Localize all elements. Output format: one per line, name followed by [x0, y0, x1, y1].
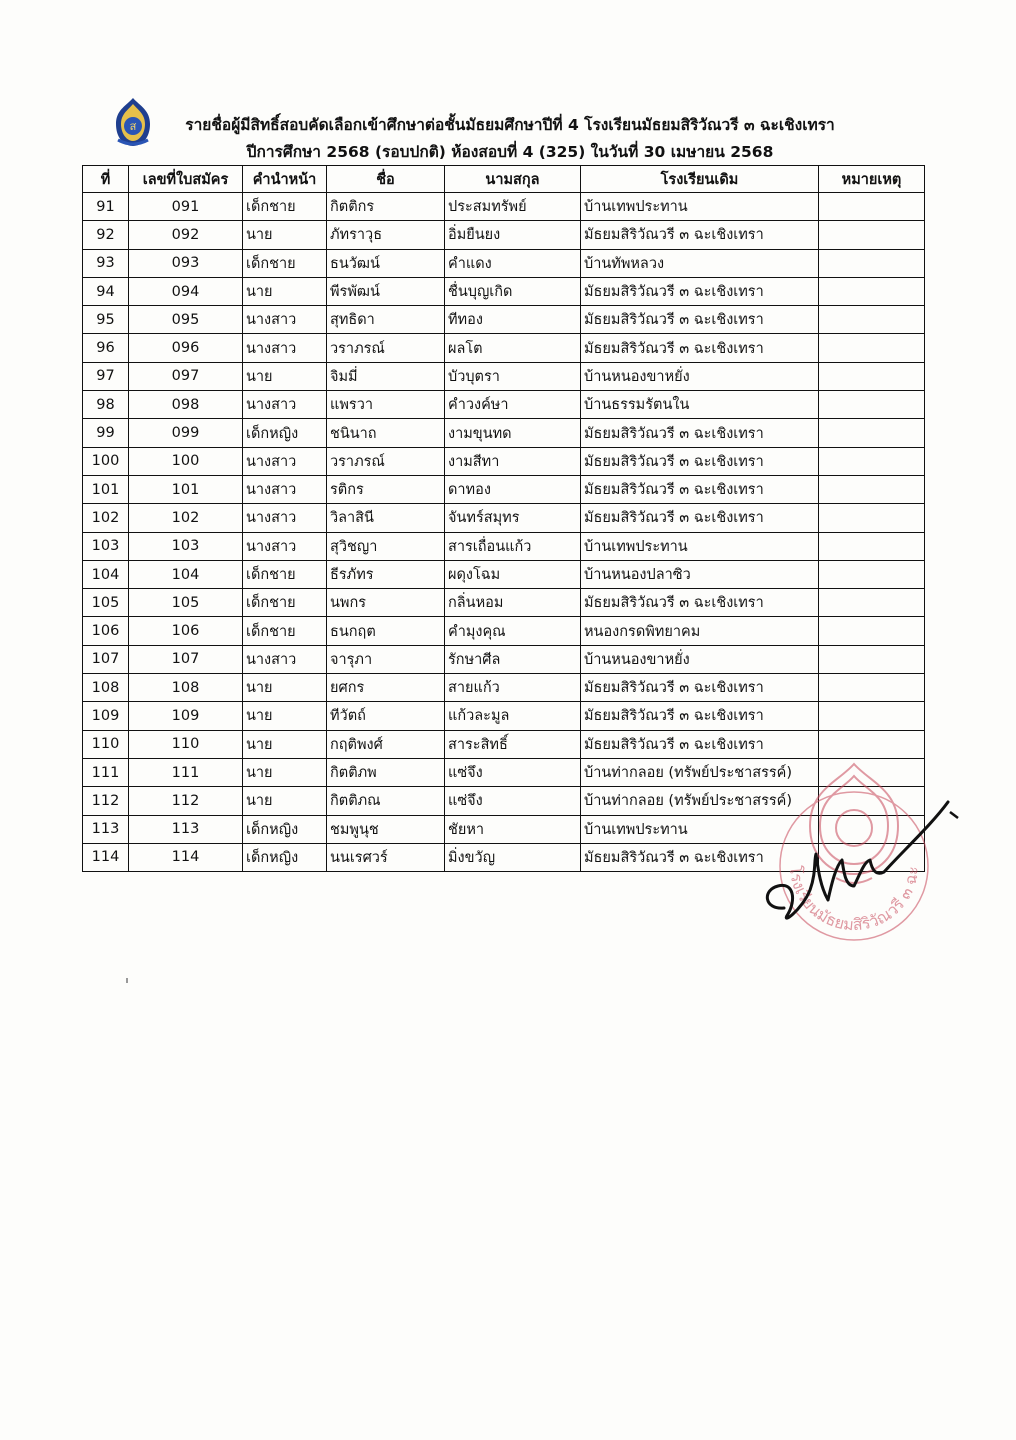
cell-remarks [819, 306, 925, 334]
table-row [83, 532, 925, 560]
cell-last-name: ชื่นบุญเกิด [445, 277, 581, 305]
cell-previous-school: บ้านหนองขาหยั่ง [581, 362, 819, 390]
cell-prefix: นางสาว [243, 334, 327, 362]
cell-application-no: 098 [129, 391, 243, 419]
cell-first-name: ชมพูนุช [327, 815, 445, 843]
cell-prefix: เด็กหญิง [243, 419, 327, 447]
cell-application-no: 106 [129, 617, 243, 645]
cell-no: 105 [83, 589, 129, 617]
cell-prefix: นาย [243, 221, 327, 249]
cell-no: 111 [83, 758, 129, 786]
col-header-first-name: ชื่อ [327, 166, 445, 193]
cell-no: 93 [83, 249, 129, 277]
cell-last-name: ผลโต [445, 334, 581, 362]
cell-prefix: นาย [243, 674, 327, 702]
cell-last-name: ผดุงโฉม [445, 560, 581, 588]
cell-last-name: คำแดง [445, 249, 581, 277]
cell-remarks [819, 447, 925, 475]
cell-no: 92 [83, 221, 129, 249]
table-row [83, 221, 925, 249]
cell-application-no: 112 [129, 787, 243, 815]
cell-no: 106 [83, 617, 129, 645]
cell-application-no: 105 [129, 589, 243, 617]
cell-previous-school: มัธยมสิริวัณวรี ๓ ฉะเชิงเทรา [581, 730, 819, 758]
cell-remarks [819, 362, 925, 390]
cell-previous-school: บ้านเทพประทาน [581, 815, 819, 843]
table-row [83, 617, 925, 645]
table-row [83, 193, 925, 221]
table-row [83, 730, 925, 758]
cell-previous-school: บ้านเทพประทาน [581, 532, 819, 560]
cell-last-name: ทีทอง [445, 306, 581, 334]
cell-prefix: นางสาว [243, 447, 327, 475]
cell-application-no: 096 [129, 334, 243, 362]
cell-first-name: นนเรศวร์ [327, 843, 445, 871]
table-row [83, 645, 925, 673]
cell-prefix: นาย [243, 702, 327, 730]
cell-remarks [819, 560, 925, 588]
cell-previous-school: มัธยมสิริวัณวรี ๓ ฉะเชิงเทรา [581, 475, 819, 503]
cell-previous-school: มัธยมสิริวัณวรี ๓ ฉะเชิงเทรา [581, 843, 819, 871]
cell-no: 99 [83, 419, 129, 447]
cell-previous-school: มัธยมสิริวัณวรี ๓ ฉะเชิงเทรา [581, 221, 819, 249]
cell-remarks [819, 589, 925, 617]
signature [744, 790, 964, 930]
cell-previous-school: บ้านหนองปลาซิว [581, 560, 819, 588]
cell-previous-school: บ้านธรรมรัตนใน [581, 391, 819, 419]
cell-prefix: นางสาว [243, 475, 327, 503]
scan-speck [126, 978, 128, 983]
cell-previous-school: มัธยมสิริวัณวรี ๓ ฉะเชิงเทรา [581, 334, 819, 362]
cell-first-name: ธีรภัทร [327, 560, 445, 588]
cell-prefix: นาย [243, 362, 327, 390]
cell-no: 113 [83, 815, 129, 843]
cell-previous-school: หนองกรดพิทยาคม [581, 617, 819, 645]
cell-no: 114 [83, 843, 129, 871]
cell-application-no: 093 [129, 249, 243, 277]
table-row [83, 447, 925, 475]
cell-last-name: แซ่จึง [445, 758, 581, 786]
cell-previous-school: มัธยมสิริวัณวรี ๓ ฉะเชิงเทรา [581, 306, 819, 334]
cell-last-name: ดาทอง [445, 475, 581, 503]
cell-application-no: 102 [129, 504, 243, 532]
cell-remarks [819, 249, 925, 277]
cell-first-name: สุวิชญา [327, 532, 445, 560]
col-header-prefix: คำนำหน้า [243, 166, 327, 193]
cell-first-name: กฤติพงศ์ [327, 730, 445, 758]
cell-first-name: วราภรณ์ [327, 447, 445, 475]
cell-prefix: นาย [243, 787, 327, 815]
cell-previous-school: มัธยมสิริวัณวรี ๓ ฉะเชิงเทรา [581, 277, 819, 305]
table-row [83, 504, 925, 532]
cell-application-no: 114 [129, 843, 243, 871]
cell-application-no: 108 [129, 674, 243, 702]
col-header-remarks: หมายเหตุ [819, 166, 925, 193]
table-row [83, 249, 925, 277]
table-row [83, 362, 925, 390]
cell-remarks [819, 674, 925, 702]
title-line-2: ปีการศึกษา 2568 (รอบปกติ) ห้องสอบที่ 4 (325) ในวันที่ 30 เมษายน 2568 [246, 143, 774, 161]
cell-first-name: วราภรณ์ [327, 334, 445, 362]
cell-last-name: กลิ่นหอม [445, 589, 581, 617]
cell-application-no: 092 [129, 221, 243, 249]
cell-no: 97 [83, 362, 129, 390]
cell-first-name: ชนินาถ [327, 419, 445, 447]
table-row [83, 277, 925, 305]
cell-no: 94 [83, 277, 129, 305]
stamp-text: โรงเรียนมัธยมสิริวัณวรี ๓ ฉะ [785, 864, 923, 935]
cell-previous-school: มัธยมสิริวัณวรี ๓ ฉะเชิงเทรา [581, 504, 819, 532]
document-title [150, 112, 870, 166]
cell-no: 110 [83, 730, 129, 758]
cell-first-name: ยศกร [327, 674, 445, 702]
cell-remarks [819, 645, 925, 673]
cell-prefix: เด็กชาย [243, 249, 327, 277]
cell-no: 91 [83, 193, 129, 221]
cell-previous-school: บ้านท่ากลอย (ทรัพย์ประชาสรรค์) [581, 758, 819, 786]
svg-text:ส: ส [129, 120, 137, 133]
cell-application-no: 099 [129, 419, 243, 447]
cell-previous-school: บ้านหนองขาหยั่ง [581, 645, 819, 673]
cell-first-name: ภัทราวุธ [327, 221, 445, 249]
cell-prefix: เด็กหญิง [243, 843, 327, 871]
cell-first-name: รติกร [327, 475, 445, 503]
cell-last-name: ชัยหา [445, 815, 581, 843]
cell-remarks [819, 193, 925, 221]
table-row [83, 674, 925, 702]
cell-prefix: นางสาว [243, 306, 327, 334]
cell-last-name: มิ่งขวัญ [445, 843, 581, 871]
table-row [83, 589, 925, 617]
cell-no: 108 [83, 674, 129, 702]
cell-previous-school: มัธยมสิริวัณวรี ๓ ฉะเชิงเทรา [581, 419, 819, 447]
table-row [83, 391, 925, 419]
cell-remarks [819, 730, 925, 758]
cell-remarks [819, 617, 925, 645]
cell-prefix: นาย [243, 758, 327, 786]
cell-last-name: อิ่มยืนยง [445, 221, 581, 249]
cell-last-name: งามขุนทด [445, 419, 581, 447]
cell-application-no: 097 [129, 362, 243, 390]
cell-last-name: รักษาศีล [445, 645, 581, 673]
cell-no: 95 [83, 306, 129, 334]
cell-last-name: จันทร์สมุทร [445, 504, 581, 532]
table-row [83, 419, 925, 447]
table-row [83, 475, 925, 503]
cell-last-name: สาระสิทธิ์ [445, 730, 581, 758]
cell-prefix: เด็กชาย [243, 193, 327, 221]
cell-first-name: กิตติภณ [327, 787, 445, 815]
cell-previous-school: บ้านทัพหลวง [581, 249, 819, 277]
table-row [83, 306, 925, 334]
cell-last-name: แซ่จึง [445, 787, 581, 815]
table-row [83, 560, 925, 588]
cell-remarks [819, 221, 925, 249]
cell-no: 112 [83, 787, 129, 815]
cell-application-no: 101 [129, 475, 243, 503]
cell-last-name: สายแก้ว [445, 674, 581, 702]
cell-last-name: บัวบุตรา [445, 362, 581, 390]
cell-previous-school: มัธยมสิริวัณวรี ๓ ฉะเชิงเทรา [581, 674, 819, 702]
cell-prefix: เด็กชาย [243, 560, 327, 588]
cell-application-no: 107 [129, 645, 243, 673]
col-header-no: ที่ [83, 166, 129, 193]
cell-application-no: 091 [129, 193, 243, 221]
cell-application-no: 110 [129, 730, 243, 758]
cell-previous-school: มัธยมสิริวัณวรี ๓ ฉะเชิงเทรา [581, 702, 819, 730]
cell-last-name: ประสมทรัพย์ [445, 193, 581, 221]
cell-last-name: สารเถื่อนแก้ว [445, 532, 581, 560]
cell-first-name: ธนกฤต [327, 617, 445, 645]
cell-first-name: ทีวัตถ์ [327, 702, 445, 730]
cell-first-name: จารุภา [327, 645, 445, 673]
cell-prefix: นางสาว [243, 532, 327, 560]
cell-first-name: นพกร [327, 589, 445, 617]
table-row [83, 702, 925, 730]
table-row [83, 334, 925, 362]
cell-remarks [819, 702, 925, 730]
cell-prefix: นาย [243, 277, 327, 305]
cell-prefix: เด็กหญิง [243, 815, 327, 843]
cell-remarks [819, 532, 925, 560]
cell-remarks [819, 277, 925, 305]
cell-first-name: กิตติกร [327, 193, 445, 221]
cell-first-name: วิลาสินี [327, 504, 445, 532]
cell-previous-school: มัธยมสิริวัณวรี ๓ ฉะเชิงเทรา [581, 589, 819, 617]
cell-last-name: คำมุงคุณ [445, 617, 581, 645]
cell-application-no: 100 [129, 447, 243, 475]
cell-no: 101 [83, 475, 129, 503]
cell-application-no: 113 [129, 815, 243, 843]
cell-first-name: กิตติภพ [327, 758, 445, 786]
cell-first-name: จิมมี่ [327, 362, 445, 390]
cell-remarks [819, 419, 925, 447]
table-header-row [83, 166, 925, 193]
cell-no: 98 [83, 391, 129, 419]
cell-no: 104 [83, 560, 129, 588]
title-line-1: รายชื่อผู้มีสิทธิ์สอบคัดเลือกเข้าศึกษาต่อชั้นมัธยมศึกษาปีที่ 4 โรงเรียนมัธยมสิริวัณวรี ๓ ฉะเชิงเทรา [185, 116, 835, 134]
cell-no: 103 [83, 532, 129, 560]
cell-first-name: ธนวัฒน์ [327, 249, 445, 277]
cell-previous-school: บ้านท่ากลอย (ทรัพย์ประชาสรรค์) [581, 787, 819, 815]
col-header-last-name: นามสกุล [445, 166, 581, 193]
cell-previous-school: บ้านเทพประทาน [581, 193, 819, 221]
cell-application-no: 094 [129, 277, 243, 305]
cell-previous-school: มัธยมสิริวัณวรี ๓ ฉะเชิงเทรา [581, 447, 819, 475]
cell-prefix: เด็กชาย [243, 589, 327, 617]
cell-first-name: สุทธิดา [327, 306, 445, 334]
cell-prefix: นางสาว [243, 645, 327, 673]
cell-last-name: งามสีทา [445, 447, 581, 475]
school-emblem-icon [112, 96, 154, 148]
cell-remarks [819, 504, 925, 532]
cell-no: 107 [83, 645, 129, 673]
cell-remarks [819, 334, 925, 362]
cell-application-no: 103 [129, 532, 243, 560]
cell-last-name: คำวงค์ษา [445, 391, 581, 419]
cell-prefix: นางสาว [243, 504, 327, 532]
cell-prefix: นางสาว [243, 391, 327, 419]
cell-prefix: เด็กชาย [243, 617, 327, 645]
cell-no: 109 [83, 702, 129, 730]
cell-no: 100 [83, 447, 129, 475]
cell-prefix: นาย [243, 730, 327, 758]
cell-remarks [819, 391, 925, 419]
cell-application-no: 111 [129, 758, 243, 786]
cell-application-no: 109 [129, 702, 243, 730]
cell-no: 102 [83, 504, 129, 532]
cell-remarks [819, 475, 925, 503]
cell-first-name: แพรวา [327, 391, 445, 419]
cell-application-no: 104 [129, 560, 243, 588]
col-header-previous-school: โรงเรียนเดิม [581, 166, 819, 193]
cell-first-name: พีรพัฒน์ [327, 277, 445, 305]
cell-application-no: 095 [129, 306, 243, 334]
cell-last-name: แก้วละมูล [445, 702, 581, 730]
col-header-application-no: เลขที่ใบสมัคร [129, 166, 243, 193]
cell-no: 96 [83, 334, 129, 362]
